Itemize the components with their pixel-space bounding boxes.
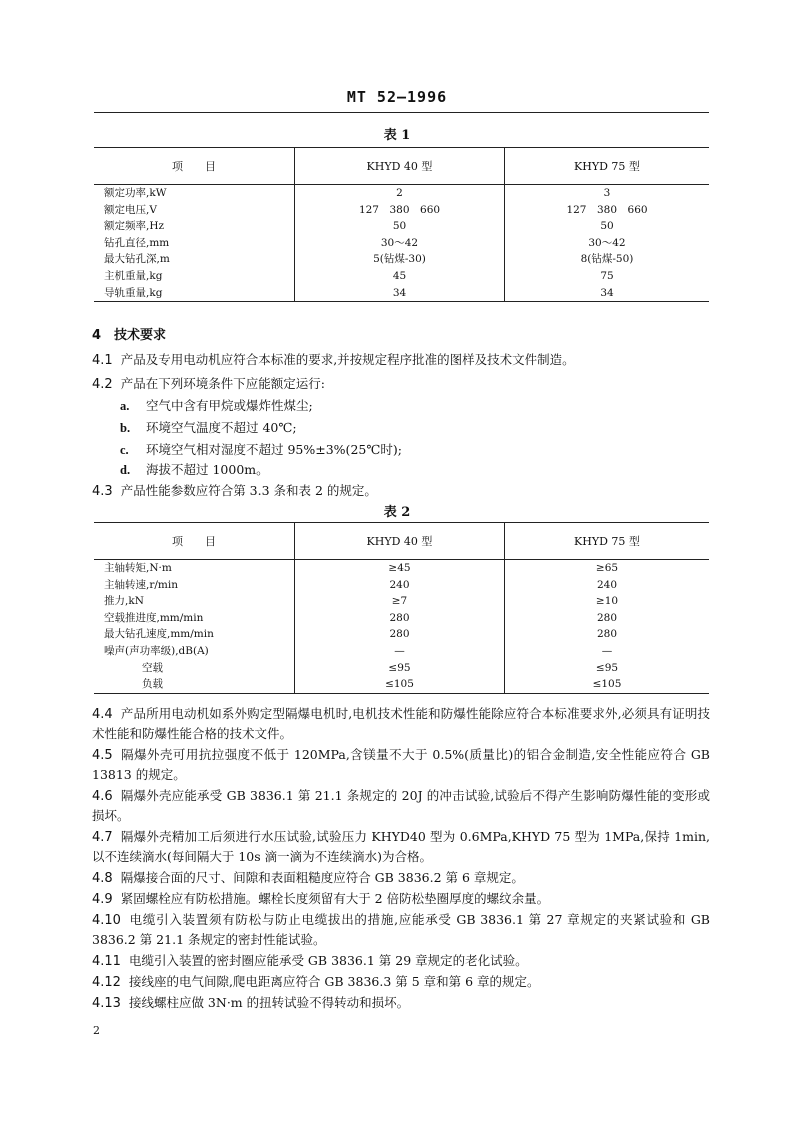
clause-4-2 — [92, 374, 710, 394]
table-row — [94, 185, 709, 202]
clause-text: 隔爆接合面的尺寸、间隙和表面粗糙度应符合 GB 3836.2 第 6 章规定。 — [120, 870, 524, 885]
table-row — [94, 593, 709, 610]
table1 — [94, 147, 709, 302]
clause-number: 4.6 — [92, 789, 113, 804]
table-row — [94, 676, 709, 693]
clause-number: 4.10 — [92, 913, 121, 928]
header-rule — [94, 112, 709, 113]
row-label: 最大钻孔速度,mm/min — [104, 628, 214, 641]
clause-number: 4.7 — [92, 830, 113, 845]
table2-header-khyd40: KHYD 40 型 — [295, 523, 505, 560]
list-text: 环境空气相对湿度不超过 95%±3%(25℃时); — [146, 442, 402, 457]
row-label: 额定电压,V — [104, 203, 157, 216]
clause-number: 4.4 — [92, 707, 113, 722]
clause-text: 隔爆外壳可用抗拉强度不低于 120MPa,含镁量不大于 0.5%(质量比)的铝合金制造,安全性能应符合 GB 13813 的规定。 — [92, 747, 710, 782]
clause-text: 电缆引入装置的密封圈应能承受 GB 3836.1 第 29 章规定的老化试验。 — [128, 953, 528, 968]
row-label: 最大钻孔深,m — [104, 253, 170, 266]
clause-4-8 — [92, 868, 710, 888]
cell-khyd75: 280 — [505, 626, 710, 643]
list-item-c — [120, 440, 402, 460]
table2 — [94, 522, 709, 694]
list-text: 海拔不超过 1000m。 — [146, 462, 269, 477]
cell-khyd40: ≤95 — [295, 660, 505, 677]
clause-4-1 — [92, 350, 710, 370]
cell-khyd75: 127 380 660 — [505, 202, 710, 219]
clause-4-10 — [92, 910, 710, 949]
cell-khyd75: 34 — [505, 285, 710, 302]
cell-khyd40: 280 — [295, 626, 505, 643]
list-label: b. — [120, 421, 131, 435]
table-row — [94, 218, 709, 235]
clause-4-13 — [92, 993, 710, 1013]
row-label: 主轴转矩,N·m — [104, 562, 172, 574]
table-row — [94, 577, 709, 594]
clause-number: 4.8 — [92, 871, 113, 886]
list-label: a. — [120, 399, 130, 413]
cell-khyd40: ≤105 — [295, 676, 505, 693]
table-row — [94, 268, 709, 285]
table-row — [94, 660, 709, 677]
row-label: 推力,kN — [104, 595, 144, 608]
clause-4-9 — [92, 889, 710, 909]
page-number: 2 — [93, 1024, 100, 1037]
clause-number: 4.5 — [92, 748, 113, 763]
clause-4-5 — [92, 745, 710, 784]
row-label: 主轴转速,r/min — [104, 578, 178, 591]
table-row — [94, 626, 709, 643]
clause-number: 4.3 — [92, 484, 113, 499]
cell-khyd75: ≥10 — [505, 593, 710, 610]
clause-number: 4.9 — [92, 892, 113, 907]
clause-number: 4.13 — [92, 996, 121, 1011]
list-item-a — [120, 396, 313, 416]
clause-number: 4.2 — [92, 377, 113, 392]
table-row — [94, 202, 709, 219]
cell-khyd75: 8(钻煤-50) — [505, 251, 710, 268]
row-label: 额定功率,kW — [104, 187, 167, 199]
row-label: 空载 — [142, 661, 163, 674]
row-label: 钻孔直径,mm — [104, 236, 170, 249]
clause-4-6 — [92, 786, 710, 825]
clause-number: 4.11 — [92, 954, 121, 969]
table-row — [94, 643, 709, 660]
clause-text: 隔爆外壳应能承受 GB 3836.1 第 21.1 条规定的 20J 的冲击试验,试验后不得产生影响防爆性能的变形或损坏。 — [92, 788, 710, 823]
row-label: 噪声(声功率级),dB(A) — [104, 644, 209, 657]
table1-header-khyd75: KHYD 75 型 — [505, 148, 710, 185]
cell-khyd40: 50 — [295, 218, 505, 235]
row-label: 主机重量,kg — [104, 269, 163, 282]
clause-text: 隔爆外壳精加工后须进行水压试验,试验压力 KHYD40 型为 0.6MPa,KHYD 75 型为 1MPa,保持 1min,以不连续滴水(每间隔大于 10s 滴一滴为不连续滴水)为合格。 — [92, 829, 710, 864]
table-row — [94, 610, 709, 627]
table-row — [94, 251, 709, 268]
clause-number: 4.1 — [92, 353, 113, 368]
list-item-b — [120, 418, 297, 438]
cell-khyd75: 50 — [505, 218, 710, 235]
cell-khyd75: 30～42 — [505, 235, 710, 252]
list-text: 空气中含有甲烷或爆炸性煤尘; — [146, 398, 313, 413]
cell-khyd40: ≥45 — [295, 560, 505, 577]
section-4-title: 4 技术要求 — [92, 328, 167, 343]
cell-khyd40: 30～42 — [295, 235, 505, 252]
cell-khyd75: ≤95 — [505, 660, 710, 677]
table-row — [94, 285, 709, 302]
list-item-d — [120, 460, 269, 480]
cell-khyd75: 75 — [505, 268, 710, 285]
cell-khyd40: — — [295, 643, 505, 660]
clause-text: 紧固螺栓应有防松措施。螺栓长度须留有大于 2 倍防松垫圈厚度的螺纹余量。 — [120, 891, 550, 906]
clause-text: 产品及专用电动机应符合本标准的要求,并按规定程序批准的图样及技术文件制造。 — [120, 352, 575, 367]
clause-text: 产品在下列环境条件下应能额定运行: — [120, 376, 325, 391]
table2-header-khyd75: KHYD 75 型 — [505, 523, 710, 560]
table1-header-row — [94, 148, 709, 185]
list-label: d. — [120, 463, 131, 477]
cell-khyd40: 45 — [295, 268, 505, 285]
cell-khyd40: 240 — [295, 577, 505, 594]
list-text: 环境空气温度不超过 40℃; — [146, 420, 297, 435]
cell-khyd75: ≥65 — [505, 560, 710, 577]
cell-khyd40: 280 — [295, 610, 505, 627]
row-label: 导轨重量,kg — [94, 285, 295, 302]
clause-4-3 — [92, 481, 710, 501]
cell-khyd75: ≤105 — [505, 676, 710, 693]
clause-text: 接线螺柱应做 3N·m 的扭转试验不得转动和损坏。 — [128, 995, 410, 1010]
table2-caption: 表 2 — [383, 505, 411, 520]
clause-4-4 — [92, 704, 710, 743]
table-row — [94, 560, 709, 577]
cell-khyd40: 127 380 660 — [295, 202, 505, 219]
clause-text: 产品所用电动机如系外购定型隔爆电机时,电机技术性能和防爆性能除应符合本标准要求外,必须具有证明技术性能和防爆性能合格的技术文件。 — [92, 706, 710, 741]
clause-text: 接线座的电气间隙,爬电距离应符合 GB 3836.3 第 5 章和第 6 章的规定。 — [128, 974, 540, 989]
row-label: 空载推进度,mm/min — [104, 611, 204, 624]
clause-text: 电缆引入装置须有防松与防止电缆拔出的措施,应能承受 GB 3836.1 第 27 章规定的夹紧试验和 GB 3836.2 第 21.1 条规定的密封性能试验。 — [92, 912, 710, 947]
row-label: 额定频率,Hz — [104, 220, 165, 233]
table2-header-item: 项 目 — [94, 523, 295, 560]
table1-header-item: 项 目 — [94, 148, 295, 185]
clause-4-12 — [92, 972, 710, 992]
clause-text: 产品性能参数应符合第 3.3 条和表 2 的规定。 — [120, 483, 377, 498]
table1-caption: 表 1 — [383, 128, 411, 143]
cell-khyd40: 34 — [295, 285, 505, 302]
clause-4-7 — [92, 827, 710, 866]
clause-4-11 — [92, 951, 710, 971]
cell-khyd75: 280 — [505, 610, 710, 627]
cell-khyd75: 3 — [505, 185, 710, 202]
table2-header-row — [94, 523, 709, 560]
standard-code: MT 52—1996 — [346, 88, 448, 106]
table1-header-khyd40: KHYD 40 型 — [295, 148, 505, 185]
cell-khyd75: — — [505, 643, 710, 660]
row-label: 负载 — [94, 676, 295, 693]
cell-khyd40: 5(钻煤-30) — [295, 251, 505, 268]
cell-khyd40: 2 — [295, 185, 505, 202]
list-label: c. — [120, 443, 129, 457]
cell-khyd75: 240 — [505, 577, 710, 594]
cell-khyd40: ≥7 — [295, 593, 505, 610]
table-row — [94, 235, 709, 252]
clause-number: 4.12 — [92, 975, 121, 990]
